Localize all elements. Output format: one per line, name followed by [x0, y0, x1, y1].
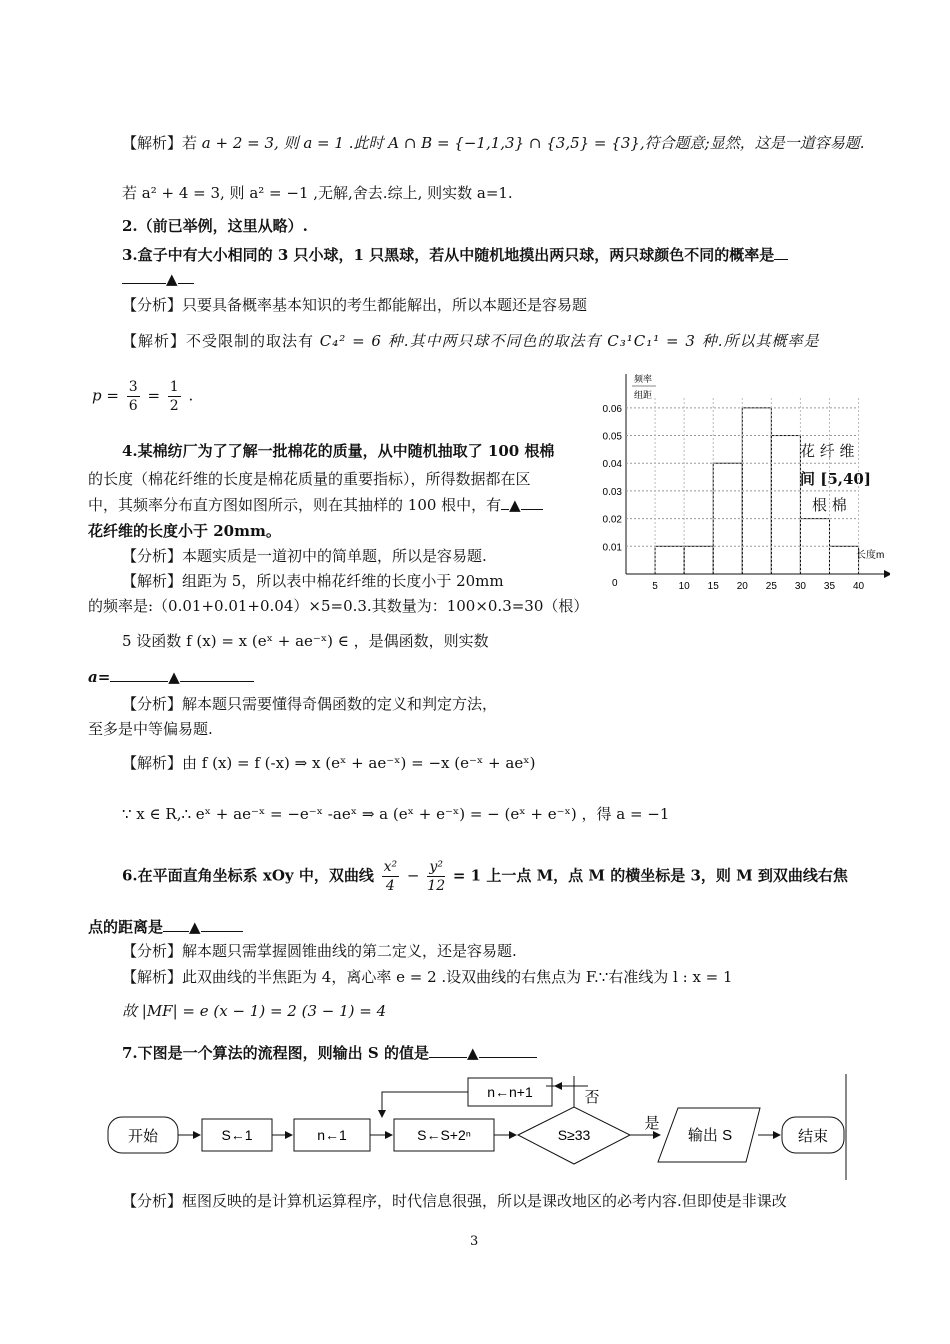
histogram-bar	[771, 436, 800, 574]
histogram-bar	[684, 546, 713, 574]
question-7-line-1: 7.下图是一个算法的流程图，则输出 S 的值是 ▲	[122, 1042, 537, 1063]
x-axis-label: 长度m	[856, 550, 885, 561]
question-4-right-1: 花 纤 维	[800, 442, 855, 460]
question-6-analysis: 【分析】解本题只需掌握圆锥曲线的第二定义，还是容易题.	[122, 942, 517, 960]
x-tick-label: 10	[678, 581, 690, 590]
answer-triangle: ▲	[509, 496, 521, 514]
flow-init-n-label: n←1	[317, 1127, 347, 1143]
y-tick-label: 0.03	[602, 486, 622, 498]
y-axis-label-top: 频率	[634, 374, 653, 384]
analysis-line-1	[122, 132, 865, 153]
question-4-right-2: 间 [5,40]	[800, 470, 871, 488]
y-tick-label: 0.05	[602, 431, 622, 443]
combination-diff: C₃¹C₁¹ = 3 种.所以其概率是	[607, 332, 820, 350]
question-5-analysis-1: 【分析】解本题只需要懂得奇偶函数的定义和判定方法，	[122, 695, 498, 713]
question-3-text: 3.盒子中有大小相同的 3 只小球，1 只黑球，若从中随机地摸出两只球，两只球颜色不同的概率是	[122, 246, 775, 264]
histogram-bar	[655, 546, 684, 574]
probability-formula: p = $\frac{3}{6}$ = $\frac{1}{2}$ .	[92, 379, 194, 414]
answer-triangle: ▲	[166, 270, 178, 288]
answer-triangle: ▲	[168, 668, 180, 686]
y-tick-label: 0.04	[602, 459, 622, 471]
question-6-line-2: 点的距离是 ▲	[88, 916, 243, 937]
flow-output-label: 输出 S	[687, 1127, 733, 1144]
question-2: 2.（前已举例，这里从略）.	[122, 217, 308, 235]
flow-increment-n-label: n←n+1	[487, 1084, 533, 1100]
flow-no-label: 否	[584, 1089, 600, 1106]
y-tick-label: 0.06	[602, 403, 622, 415]
x-tick-label: 5	[652, 581, 658, 590]
x-tick-label: 30	[794, 581, 806, 590]
flow-end-label: 结束	[797, 1128, 829, 1145]
page-number: 3	[470, 1234, 479, 1249]
set-intersection-text: a + 2 = 3, 则 a = 1 .此时 A ∩ B = {−1,1,3} ∩ {3,5} = {3},符合题意;显然，这是一道容易题.	[201, 134, 865, 152]
flow-condition-label: S≥33	[557, 1127, 591, 1143]
x-tick-label: 25	[765, 581, 777, 590]
question-5-analysis-2: 至多是中等偏易题.	[88, 720, 213, 738]
question-5-line-2: a= ▲	[88, 668, 254, 686]
answer-triangle: ▲	[466, 1044, 479, 1062]
y-tick-label: 0.02	[602, 514, 622, 526]
question-4-solution-2: 的频率是:（0.01+0.01+0.04）×5=0.3.其数量为：100×0.3=30（根）	[88, 597, 589, 615]
question-6-conclusion: 故 |MF| = e (x − 1) = 2 (3 − 1) = 4	[122, 1002, 387, 1020]
fraction-y2-12: $\frac{\text{y²}}{12}$	[427, 859, 446, 894]
analysis-line-2: 若 a² + 4 = 3, 则 a² = −1 ,无解,舍去.综上, 则实数 a=1.	[122, 184, 513, 202]
fraction-1-2: $\frac{1}{2}$	[169, 379, 179, 414]
question-5-solution-1: 【解析】由 f (x) = f (-x) ⇒ x (eˣ + ae⁻ˣ) = −x (e⁻ˣ + aeˣ)	[122, 754, 536, 772]
question-5-line-1: 5 设函数 f (x) = x (eˣ + ae⁻ˣ) ∈ ，是偶函数，则实数	[122, 632, 489, 650]
question-4-line-1: 4.某棉纺厂为了了解一批棉花的质量，从中随机抽取了 100 根棉	[122, 442, 555, 460]
analysis-label: 【解析】若	[122, 134, 198, 152]
question-4-line-2: 的长度（棉花纤维的长度是棉花质量的重要指标），所得数据都在区	[88, 470, 531, 488]
question-7-analysis: 【分析】框图反映的是计算机运算程序，时代信息很强，所以是课改地区的必考内容.但即使是非课改	[122, 1192, 787, 1210]
x-tick-label: 20	[736, 581, 748, 590]
question-3-solution: 【解析】不受限制的取法有 C₄² = 6 种.其中两只球不同色的取法有 C₃¹C₁¹ = 3 种.所以其概率是	[122, 332, 820, 350]
question-4-analysis: 【分析】本题实质是一道初中的简单题，所以是容易题.	[122, 547, 487, 565]
x-tick-label: 40	[852, 581, 865, 590]
flow-init-s-label: S←1	[221, 1127, 253, 1143]
x-tick-label: 15	[707, 581, 719, 590]
combination-total: C₄² = 6 种.其中两只球不同色的取法有	[319, 332, 602, 350]
question-3-blank	[122, 270, 194, 288]
question-4-line-3: 中，其频率分布直方图如图所示，则在其抽样的 100 根中，有 ▲	[88, 494, 543, 515]
question-4-right-3: 根 棉	[812, 496, 847, 514]
answer-triangle: ▲	[189, 918, 201, 936]
frequency-histogram	[590, 368, 890, 590]
x-tick-label: 35	[823, 581, 836, 590]
y-tick-label: 0.01	[602, 542, 622, 554]
question-4-solution-1: 【解析】组距为 5，所以表中棉花纤维的长度小于 20mm	[122, 572, 504, 590]
question-5-solution-2: ∵ x ∈ R,∴ eˣ + ae⁻ˣ = −e⁻ˣ -aeˣ ⇒ a (eˣ + e⁻ˣ) = − (eˣ + e⁻ˣ) ，得 a = −1	[122, 805, 670, 823]
question-3-analysis: 【分析】只要具备概率基本知识的考生都能解出，所以本题还是容易题	[122, 296, 588, 314]
origin-label: 0	[612, 578, 618, 589]
fraction-x2-4: $\frac{\text{x²}}{4}$	[383, 859, 398, 894]
histogram-bar	[829, 546, 858, 574]
question-3	[122, 244, 788, 265]
flow-yes-label: 是	[644, 1115, 660, 1132]
fraction-3-6: $\frac{3}{6}$	[128, 379, 138, 414]
flow-start-label: 开始	[127, 1128, 159, 1145]
question-6-line-1: 6.在平面直角坐标系 xOy 中，双曲线 $\frac{\text{x²}}{4}$ − $\frac{\text{y²}}{12}$ = 1 上一点 M，点 M 的横坐标是 3，则 M 到双曲线右焦	[122, 859, 848, 894]
flow-update-s-label: S←S+2ⁿ	[417, 1127, 471, 1143]
question-6-solution: 【解析】此双曲线的半焦距为 4，离心率 e = 2 .设双曲线的右焦点为 F.∵右准线为 l : x = 1	[122, 968, 733, 986]
y-axis-label-bottom: 组距	[634, 390, 653, 400]
x-axis-arrow	[884, 570, 890, 578]
algorithm-flowchart	[100, 1072, 860, 1182]
question-4-line-4: 花纤维的长度小于 20mm。	[88, 522, 281, 540]
